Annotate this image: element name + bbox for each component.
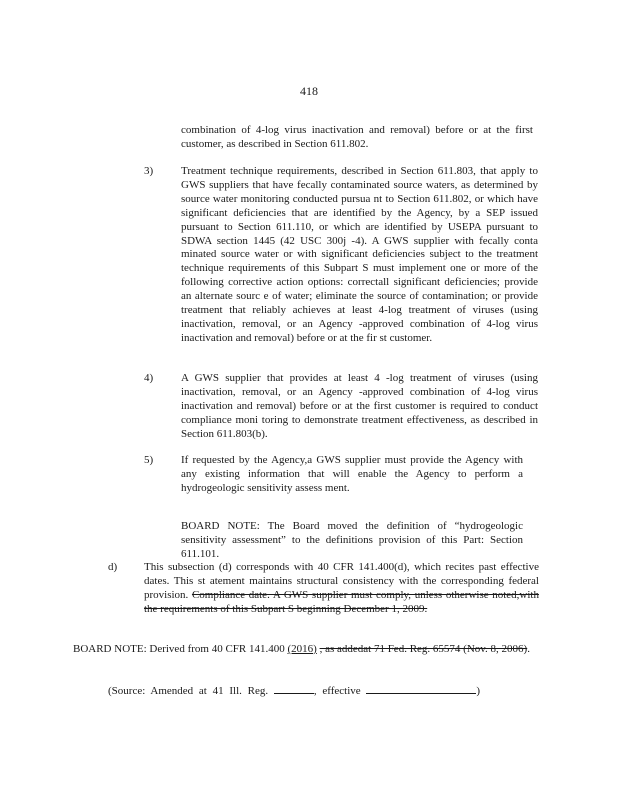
item-4-number: 4) (144, 372, 154, 384)
board-note-suffix: . (527, 643, 530, 655)
item-5-text: If requested by the Agency,a GWS supplier must provide the Agency with any existing information that will enable the Agency to perform a hydrogeologic sensitivity assess ment. (181, 454, 523, 494)
register-number-blank (274, 683, 314, 694)
page-number: 418 (300, 84, 318, 98)
source-middle: , effective (313, 685, 361, 697)
item-3-text: Treatment technique requirements, described in Section 611.803, that apply to GWS suppliers that have fecally contaminated source waters, as determined by source water monitoring conducted pursua nt to Section 611.802, or which have significant deficiencies that are identified by the Agency, by a SEP issued pursuant to Section 611.110, or which are identified by USEPA pursuant to SDWA section 1445 (42 USC 300j -4). A GWS supplier with fecally conta minated source water or with significant deficiencies subject to the treatment technique requirements of this Subpart S must implement one or more of the following corrective action options: correctall significant deficiencies; provide an alternate sourc e of water; eliminate the source of contamination; or provide treatment that reliably achieves at least 4-log treatment of viruses (using inactivation, removal, or an Agency -approved combination of 4-log virus inactivation and removal) before or at the fir st customer. (181, 165, 538, 344)
board-note-struck-citation: , as addedat 71 Fed. Reg. 65574 (Nov. 8, 2006) (319, 643, 528, 655)
board-note-year: (2016) (287, 643, 317, 655)
board-note-prefix: BOARD NOTE: Derived from 40 CFR 141.400 (73, 643, 288, 655)
board-note-derivation (73, 643, 533, 657)
continuation-text: combination of 4-log virus inactivation and removal) before or at the first customer, as described in Section 611.802. (181, 124, 533, 150)
source-end: ) (476, 685, 481, 697)
item-3-number: 3) (144, 165, 154, 177)
item-d-text: This subsection (d) corresponds with 40 CFR 141.400(d), which recites past effective dates. This st atement maintains structural consistency with the corresponding federal provision. (144, 561, 539, 601)
effective-date-blank (366, 683, 476, 694)
item-d-number: d) (108, 561, 118, 573)
board-note-item-5: BOARD NOTE: The Board moved the definition of “hydrogeologic sensitivity assessment” to the definitions provision of this Part: Section 611.101. (181, 520, 523, 560)
item-5-number: 5) (144, 454, 154, 466)
item-4-text: A GWS supplier that provides at least 4 -log treatment of viruses (using inactivation, removal, or an Agency -approved combination of 4-log virus inactivation and removal) before or at the first customer is required to conduct compliance moni toring to demonstrate treatment effectiveness, as described in Section 611.803(b). (181, 372, 538, 440)
item-d-paragraph (144, 561, 539, 617)
item-d-struck-text: Compliance date. A GWS supplier must comply, unless otherwise noted,with the requirements of this Subpart S beginning December 1, 2009. (144, 588, 539, 615)
source-line (108, 683, 528, 699)
source-prefix: (Source: Amended at 41 Ill. Reg. (108, 685, 269, 697)
